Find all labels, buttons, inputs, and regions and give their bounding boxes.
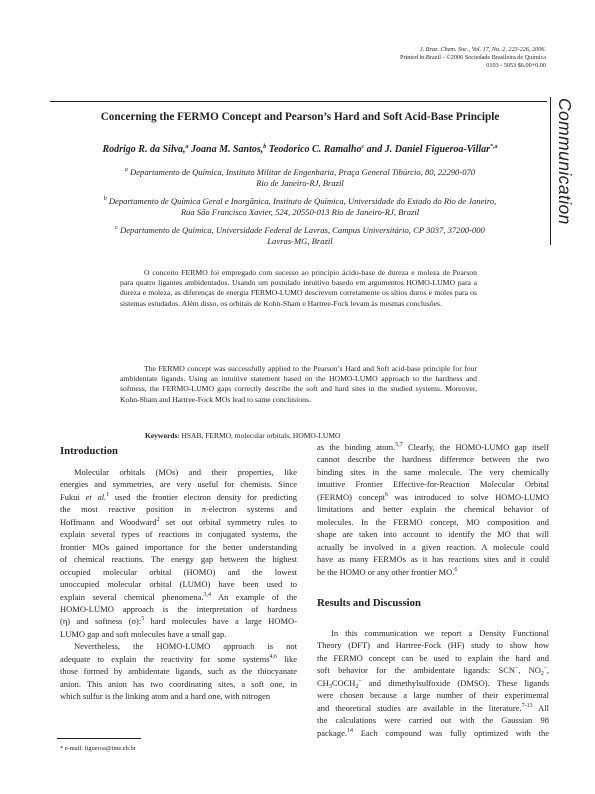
footnote-email: * e-mail: figueroa@ime.eb.br: [60, 745, 136, 752]
affiliation: [60, 225, 540, 247]
affiliation-mark: b: [103, 196, 107, 202]
affiliation-mark: c: [115, 225, 118, 231]
author-mark: c: [361, 144, 365, 150]
results-body: In this communication we report a Density Functional Theory (DFT) and Hartree-Fock (HF) study to show how the FERMO concept can be used to explain the hard and soft behavior for the ambidentate ligands: SCN–, $NO_2^-$, $CH_3COCH_2^-$ and dimethylsulfoxide (DMSO). These ligands were chosen because a large number of their experimental and theoretical studies are available in the literature.$^{7-13}$ All the calculations were carried out with the Gaussian 98 package.$^{14}$ Each compound was fully optimized with the: [317, 628, 549, 738]
keywords: [145, 431, 340, 440]
author-mark: b: [263, 144, 267, 150]
header-rule: [50, 101, 547, 102]
author-name: and J. Daniel Figueroa-Villar: [366, 144, 491, 155]
paper-title: Concerning the FERMO Concept and Pearson’s Hard and Soft Acid-Base Principle: [100, 111, 500, 123]
introduction-body: Molecular orbitals (MOs) and their properties, like energies and symmetries, are very useful for chemists. Since Fukui et al.$^1$ used the frontier electron density for predicting the most reactive position in π-electron systems and Hoffmann and Woodward$^2$ set out orbital symmetry rules to explain several types of reactions in conjugated systems, the frontier MOs gained importance for the better understanding of chemical reactions. The energy gap between the highest occupied molecular orbital (HOMO) and the lowest unoccupied molecular orbital (LUMO) have been used to explain several chemical phenomena.$^{3,4}$ An example of the HOMO-LUMO approach is the interpretation of hardness (η) and softness (σ):$^5$ hard molecules have a large HOMO- LUMO gap and soft molecules have a small gap. Nevertheless, the HOMO-LUMO approach is not adequate to explain the reactivity for some systems$^{4,6}$ like those formed by ambidentate ligands, such as the thiocyanate anion. This anion has two coordinating sites, a soft one, in which sulfur is the linking atom and a hard one, with nitrogen: [60, 467, 297, 702]
journal-issn: 0103 - 5053 $6.00+0.00: [486, 62, 546, 69]
abstract-english: The FERMO concept was successfully applied to the Pearson’s Hard and Soft acid-base principle for four ambidentate ligands. Using an intuitive statement based on the HOMO-LUMO approach to the hardness and softness, the FERMO-LUMO gaps correctly describe the soft and hard sites in the studied systems. Moreover, Kohn-Sham and Hartree-Fock MOs lead to same conclusions.: [120, 364, 477, 404]
affiliation-mark: a: [124, 167, 128, 173]
journal-header: [400, 46, 546, 70]
affiliation-line: Rio de Janeiro-RJ, Brazil: [256, 178, 344, 189]
author-name: Joana M. Santos,: [191, 144, 264, 155]
keywords-label: Keywords: [145, 431, 178, 440]
affiliation-line: Lavras-MG, Brazil: [267, 236, 333, 247]
section-tag: Communication: [555, 98, 575, 225]
affiliation-line: Departamento de Química Geral e Inorgânica, Instituto de Química, Universidade do Estado do Rio de Janeiro,: [108, 196, 497, 206]
affiliation-line: Departamento de Química, Universidade Federal de Lavras, Campus Universitário, CP 3037, 37200-000: [120, 225, 485, 235]
abstract-portuguese: O conceito FERMO foi empregado com sucesso ao princípio ácido-base de dureza e moleza de Pearson para quatro ligantes ambidentados. Usando um postulado intuitivo basedo em argumentos HOMO-LUMO para a dureza e moleza, as diferenças de energia FERMO-LUMO descrevem corretamente os sítios duros e moles para os sistemas estudados. Além disso, os orbitais de Kohn-Sham e Hartree-Fock levam às mesmas conclusões.: [120, 268, 477, 308]
author-list: [60, 144, 540, 155]
author-name: Rodrigo R. da Silva,: [102, 144, 186, 155]
author-name: Teodorico C. Ramalho: [268, 144, 362, 155]
affiliation: [60, 167, 540, 189]
keywords-list: : HSAB, FERMO, molecular orbitals, HOMO-LUMO: [177, 431, 341, 440]
footnote-rule: [57, 738, 141, 739]
affiliation-line: Departamento de Química, Instituto Militar de Engenharia, Praça General Tibúrcio, 80, 22290-070: [130, 167, 476, 177]
results-heading: Results and Discussion: [317, 597, 421, 609]
author-mark: *,a: [490, 144, 498, 150]
affiliation-line: Rua São Francisco Xavier, 524, 20550-013 Rio de Janeiro-RJ, Brazil: [180, 207, 420, 218]
author-mark: a: [185, 144, 189, 150]
journal-printed: Printed in Brazil - ©2006 Sociedade Brasileira de Química: [400, 54, 546, 61]
journal-citation: J. Braz. Chem. Soc., Vol. 17, No. 2, 223-226, 2006.: [419, 46, 546, 53]
introduction-heading: Introduction: [60, 445, 119, 457]
introduction-body-continued: as the binding atom.$^{5,7}$ Clearly, the HOMO-LUMO gap itself cannot describe the hardness difference between the two binding sites in the same molecule. The very chemically intuitive Frontier Effective-for-Reaction Molecular Orbital (FERMO) concept$^6$ was introduced to solve HOMO-LUMO limitations and better explain the chemical behavior of molecules. In the FERMO concept, MO composition and shape are taken into account to identify the MO that will actually be involved in a given reaction. A molecule could have as many FERMOs as it has reactions sites and it could be the HOMO or any other frontier MO.$^6$: [317, 442, 549, 577]
affiliation: [60, 196, 540, 218]
